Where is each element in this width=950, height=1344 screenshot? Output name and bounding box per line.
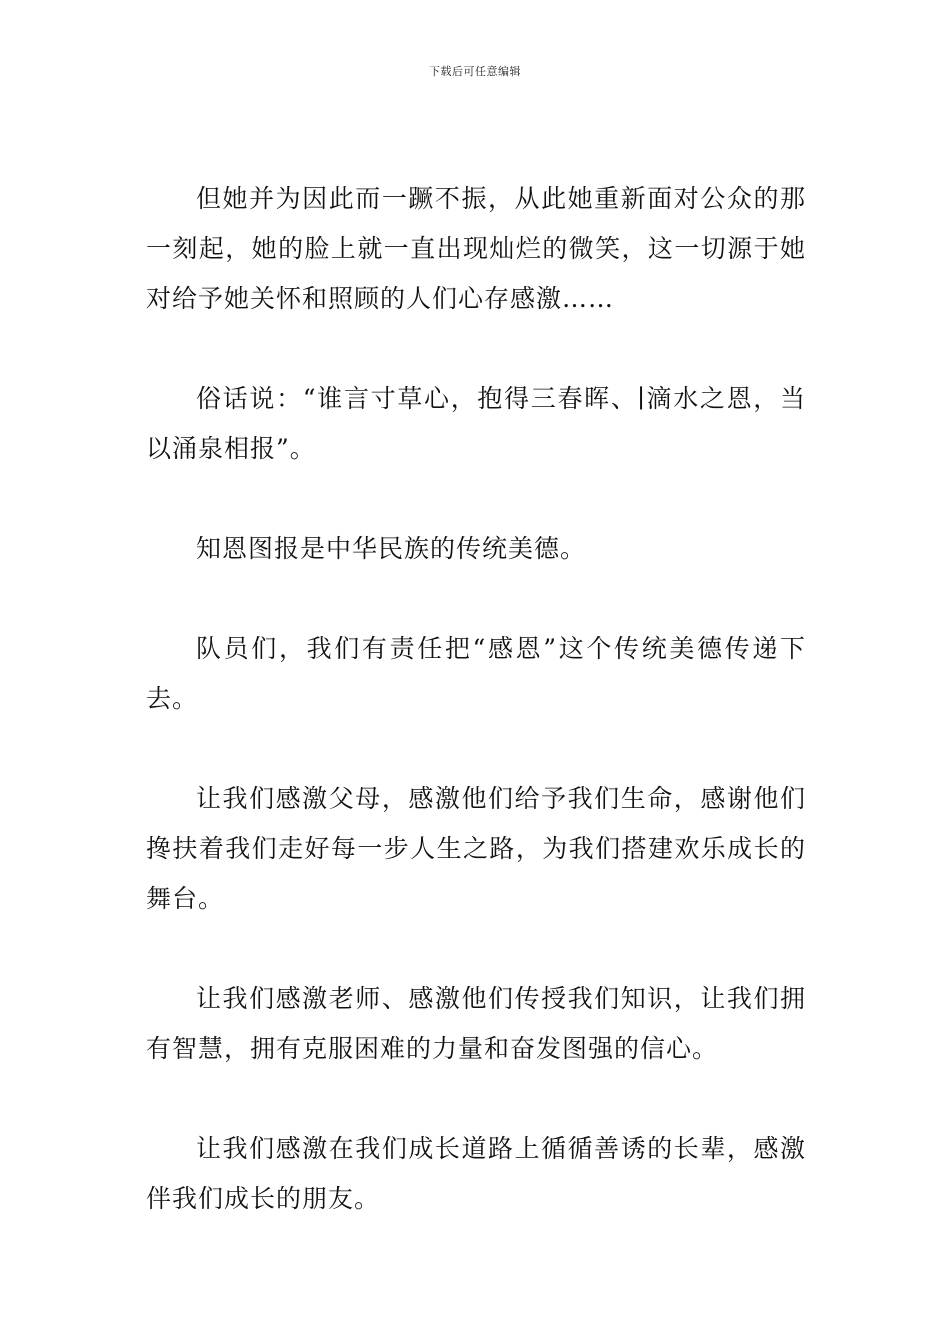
paragraph: 俗话说：“谁言寸草心，抱得三春晖、∣滴水之恩，当以涌泉相报”。 <box>146 384 806 463</box>
document-body <box>146 174 806 1224</box>
paragraph: 但她并为因此而一蹶不振，从此她重新面对公众的那一刻起，她的脸上就一直出现灿烂的微笑，这一切源于她对给予她关怀和照顾的人们心存感激…… <box>146 184 806 313</box>
paragraph: 让我们感激父母，感激他们给予我们生命，感谢他们搀扶着我们走好每一步人生之路，为我们搭建欢乐成长的舞台。 <box>146 784 806 913</box>
paragraph: 知恩图报是中华民族的传统美德。 <box>196 534 587 563</box>
paragraph: 让我们感激老师、感激他们传授我们知识，让我们拥有智慧，拥有克服困难的力量和奋发图强的信心。 <box>146 984 806 1063</box>
page-header: 下载后可任意编辑 <box>429 65 521 78</box>
paragraph: 让我们感激在我们成长道路上循循善诱的长辈，感激伴我们成长的朋友。 <box>146 1134 806 1213</box>
paragraph: 队员们，我们有责任把“感恩”这个传统美德传递下去。 <box>146 634 806 713</box>
